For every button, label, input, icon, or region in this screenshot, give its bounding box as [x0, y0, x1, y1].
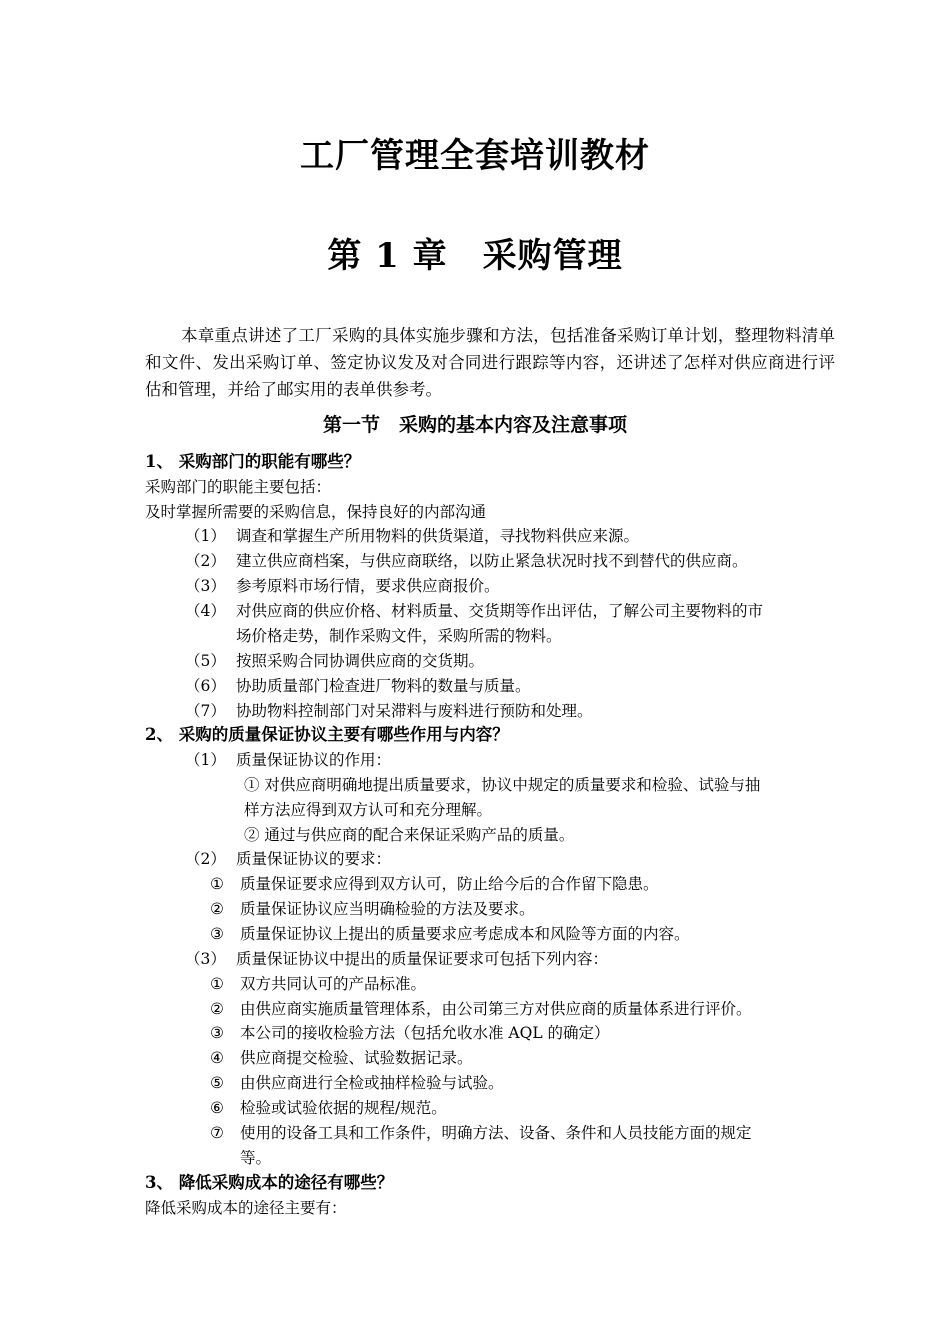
document-title: 工厂管理全套培训教材 — [300, 136, 650, 176]
item-number: （2） — [185, 552, 226, 570]
q2-heading: 2、 采购的质量保证协议主要有哪些作用与内容？ — [145, 725, 509, 744]
item-text: 参考原料市场行情，要求供应商报价。 — [236, 577, 500, 595]
item-number: （1） — [185, 751, 226, 769]
sub-item-number: ⑥ — [210, 1099, 224, 1117]
sub-item: ① 对供应商明确地提出质量要求，协议中规定的质量要求和检验、试验与抽 — [244, 776, 761, 794]
sub-item-number: ① — [210, 875, 224, 893]
sub-item-text: 本公司的接收检验方法（包括允收水准 AQL 的确定） — [240, 1024, 610, 1042]
item-number: （7） — [185, 702, 226, 720]
sub-item-text: 检验或试验依据的规程/规范。 — [240, 1099, 447, 1117]
q3-heading: 3、 降低采购成本的途径有哪些？ — [145, 1173, 394, 1192]
q1-intro1: 采购部门的职能主要包括： — [145, 478, 332, 496]
sub-item-number: ⑦ — [210, 1124, 224, 1142]
item-text: 质量保证协议的作用： — [236, 751, 392, 769]
item-text: 质量保证协议中提出的质量保证要求可包括下列内容： — [236, 950, 609, 968]
item-text: 调查和掌握生产所用物料的供货渠道，寻找物料供应来源。 — [236, 527, 640, 545]
item-text: 建立供应商档案，与供应商联络，以防止紧急状况时找不到替代的供应商。 — [236, 552, 748, 570]
sub-item-number: ③ — [210, 925, 224, 943]
sub-item-text: 等。 — [240, 1149, 272, 1167]
item-number: （6） — [185, 677, 226, 695]
sub-item-number: ⑤ — [210, 1074, 224, 1092]
q1-intro2: 及时掌握所需要的采购信息，保持良好的内部沟通 — [145, 503, 487, 521]
q3-intro: 降低采购成本的途径主要有： — [145, 1199, 347, 1217]
item-text: 质量保证协议的要求： — [236, 850, 392, 868]
section-heading: 第一节 采购的基本内容及注意事项 — [322, 414, 627, 436]
sub-item-number: ③ — [210, 1024, 224, 1042]
sub-item-number: ② — [210, 1000, 224, 1018]
item-text: 场价格走势，制作采购文件，采购所需的物料。 — [236, 627, 562, 645]
q1-heading: 1、 采购部门的职能有哪些？ — [145, 452, 361, 471]
sub-item-text: 使用的设备工具和工作条件，明确方法、设备、条件和人员技能方面的规定 — [240, 1124, 752, 1142]
sub-item-text: 由供应商进行全检或抽样检验与试验。 — [240, 1074, 504, 1092]
sub-item-number: ② — [210, 900, 224, 918]
item-text: 对供应商的供应价格、材料质量、交货期等作出评估，了解公司主要物料的市 — [236, 602, 764, 620]
sub-item-number: ① — [210, 975, 224, 993]
item-number: （4） — [185, 602, 226, 620]
sub-item-continuation: 样方法应得到双方认可和充分理解。 — [244, 801, 493, 819]
chapter-title: 第 1 章 采购管理 — [327, 236, 623, 276]
item-number: （5） — [185, 652, 226, 670]
sub-item: ② 通过与供应商的配合来保证采购产品的质量。 — [244, 826, 575, 844]
sub-item-text: 供应商提交检验、试验数据记录。 — [240, 1049, 473, 1067]
chapter-intro: 本章重点讲述了工厂采购的具体实施步骤和方法，包括准备采购订单计划，整理物料清单和文件、发出采购订单、签定协议发及对合同进行跟踪等内容，还讲述了怎样对供应商进行评估和管理，并给了邮实用的表单供参考。 — [145, 326, 835, 399]
sub-item-text: 质量保证要求应得到双方认可，防止给今后的合作留下隐患。 — [240, 875, 659, 893]
sub-item-text: 由供应商实施质量管理体系，由公司第三方对供应商的质量体系进行评价。 — [240, 1000, 752, 1018]
item-text: 协助物料控制部门对呆滞料与废料进行预防和处理。 — [236, 702, 593, 720]
sub-item-text: 双方共同认可的产品标准。 — [240, 975, 427, 993]
sub-item-number: ④ — [210, 1049, 224, 1067]
sub-item-text: 质量保证协议应当明确检验的方法及要求。 — [240, 900, 535, 918]
item-number: （3） — [185, 950, 226, 968]
sub-item-text: 质量保证协议上提出的质量要求应考虑成本和风险等方面的内容。 — [240, 925, 690, 943]
item-number: （3） — [185, 577, 226, 595]
item-text: 按照采购合同协调供应商的交货期。 — [236, 652, 485, 670]
item-number: （1） — [185, 527, 226, 545]
item-text: 协助质量部门检查进厂物料的数量与质量。 — [236, 677, 531, 695]
item-number: （2） — [185, 850, 226, 868]
